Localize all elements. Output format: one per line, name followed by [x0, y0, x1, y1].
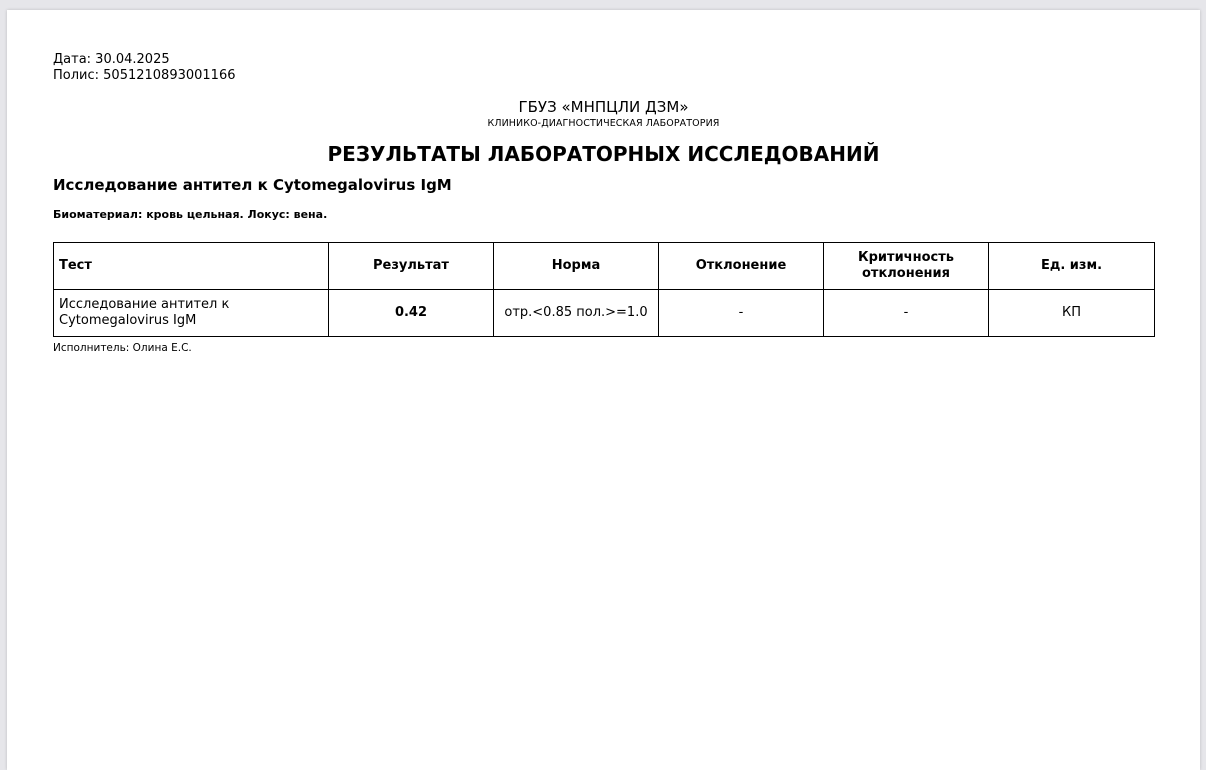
- cell-criticality: -: [824, 290, 989, 337]
- cell-deviation: -: [659, 290, 824, 337]
- column-header-norm: Норма: [494, 243, 659, 290]
- results-table: [53, 242, 1155, 337]
- executor-line: Исполнитель: Олина Е.С.: [53, 342, 192, 354]
- cell-unit: КП: [989, 290, 1155, 337]
- document-page: [7, 10, 1200, 770]
- column-header-unit: Ед. изм.: [989, 243, 1155, 290]
- biomaterial-line: Биоматериал: кровь цельная. Локус: вена.: [53, 208, 328, 221]
- date-line: Дата: 30.04.2025: [53, 52, 170, 67]
- column-header-criticality: Критичность отклонения: [824, 243, 989, 290]
- policy-line: Полис: 5051210893001166: [53, 68, 236, 83]
- organization-name: ГБУЗ «МНПЦЛИ ДЗМ»: [518, 98, 689, 116]
- cell-test: Исследование антител к Cytomegalovirus IgM: [54, 290, 329, 337]
- organization-subtitle: КЛИНИКО-ДИАГНОСТИЧЕСКАЯ ЛАБОРАТОРИЯ: [487, 118, 720, 129]
- table-row: [54, 290, 1155, 337]
- cell-result: 0.42: [329, 290, 494, 337]
- column-header-deviation: Отклонение: [659, 243, 824, 290]
- cell-norm: отр.<0.85 пол.>=1.0: [494, 290, 659, 337]
- table-header-row: [54, 243, 1155, 290]
- column-header-result: Результат: [329, 243, 494, 290]
- document-title: РЕЗУЛЬТАТЫ ЛАБОРАТОРНЫХ ИССЛЕДОВАНИЙ: [327, 142, 880, 166]
- study-title: Исследование антител к Cytomegalovirus IgM: [53, 176, 452, 194]
- column-header-test: Тест: [54, 243, 329, 290]
